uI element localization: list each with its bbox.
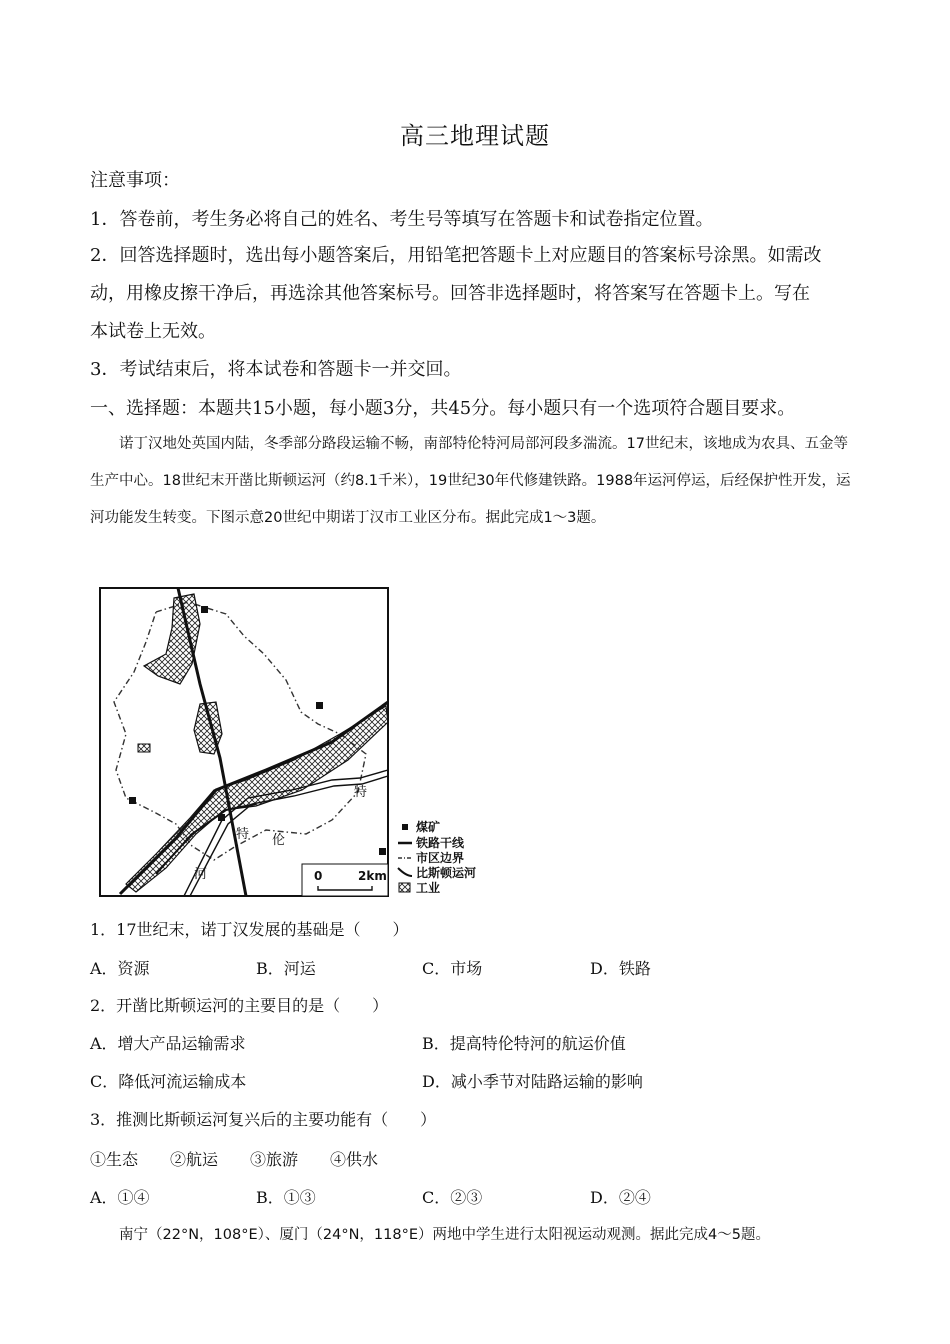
question-3-option-d[interactable]: D．②④ (590, 1188, 651, 1207)
question-1-option-d[interactable]: D．铁路 (590, 959, 651, 978)
question-3-option-b[interactable]: B．①③ (256, 1188, 316, 1207)
legend-coal-icon (402, 824, 408, 830)
question-2-option-a[interactable]: A．增大产品运输需求 (90, 1034, 246, 1053)
notice-item-2-line-3: 本试卷上无效。 (90, 321, 216, 342)
question-3-items: ①生态 ②航运 ③旅游 ④供水 (90, 1150, 379, 1169)
coal-mine-marker (201, 606, 208, 613)
scale-zero: 0 (314, 869, 323, 883)
coal-mine-marker (379, 848, 386, 855)
river-label-char: 伦 (272, 833, 286, 848)
question-3-stem: 3．推测比斯顿运河复兴后的主要功能有（ ） (90, 1110, 437, 1129)
question-1-stem: 1．17世纪末，诺丁汉发展的基础是（ ） (90, 920, 409, 939)
question-1-option-a[interactable]: A．资源 (90, 959, 150, 978)
scale-label: 2km (358, 869, 387, 883)
river-label-char: 特 (236, 827, 250, 842)
nottingham-industry-map (96, 584, 496, 904)
legend-industry: 工业 (416, 881, 441, 895)
notice-item-2-line-1: 2．回答选择题时，选出每小题答案后，用铅笔把答题卡上对应题目的答案标号涂黑。如需改 (90, 245, 822, 266)
notice-item-3: 3．考试结束后，将本试卷和答题卡一并交回。 (90, 359, 462, 380)
city-boundary (114, 602, 366, 860)
question-1-option-b[interactable]: B．河运 (256, 959, 316, 978)
notice-item-2-line-2: 动，用橡皮擦干净后，再选涂其他答案标号。回答非选择题时，将答案写在答题卡上。写在 (90, 283, 810, 304)
coal-mine-marker (129, 797, 136, 804)
question-3-option-a[interactable]: A．①④ (90, 1188, 150, 1207)
river-label-char: 特 (354, 785, 368, 800)
legend-industry-icon (399, 883, 410, 892)
question-2-option-c[interactable]: C．降低河流运输成本 (90, 1072, 247, 1091)
question-2-stem: 2．开凿比斯顿运河的主要目的是（ ） (90, 996, 389, 1015)
notice-item-1: 1．答卷前，考生务必将自己的姓名、考生号等填写在答题卡和试卷指定位置。 (90, 209, 714, 230)
industry-zone-small (138, 744, 150, 752)
question-3-option-c[interactable]: C．②③ (422, 1188, 483, 1207)
legend-rail: 铁路干线 (416, 836, 465, 850)
map-figure (96, 584, 496, 904)
section-heading: 一、选择题：本题共15小题，每小题3分，共45分。每小题只有一个选项符合题目要求。 (90, 398, 796, 419)
reading-passage-1: 诺丁汉地处英国内陆，冬季部分路段运输不畅，南部特伦特河局部河段多湍流。17世纪末，该地成为农具、五金等生产中心。18世纪末开凿比斯顿运河（约8.1千米），19世纪30年代修建铁路。1988年运河停运，后经保护性开发，运河功能发生转变。下图示意20世纪中期诺丁汉市工业区分布。据此完成1～3题。 (90, 436, 851, 526)
coal-mine-marker (218, 814, 225, 821)
river-label-char: 河 (194, 867, 208, 882)
page-title: 高三地理试题 (400, 122, 550, 150)
legend-canal: 比斯顿运河 (416, 866, 477, 880)
legend-coal: 煤矿 (416, 820, 441, 834)
question-2-option-d[interactable]: D．减小季节对陆路运输的影响 (422, 1072, 643, 1091)
legend-boundary: 市区边界 (416, 851, 465, 865)
notice-heading: 注意事项： (90, 170, 180, 191)
legend-canal-icon (398, 868, 412, 876)
reading-passage-2: 南宁（22°N，108°E）、厦门（24°N，118°E）两地中学生进行太阳视运动观测。据此完成4～5题。 (119, 1227, 770, 1243)
question-1-option-c[interactable]: C．市场 (422, 959, 483, 978)
coal-mine-marker (316, 702, 323, 709)
question-2-option-b[interactable]: B．提高特伦特河的航运价值 (422, 1034, 626, 1053)
